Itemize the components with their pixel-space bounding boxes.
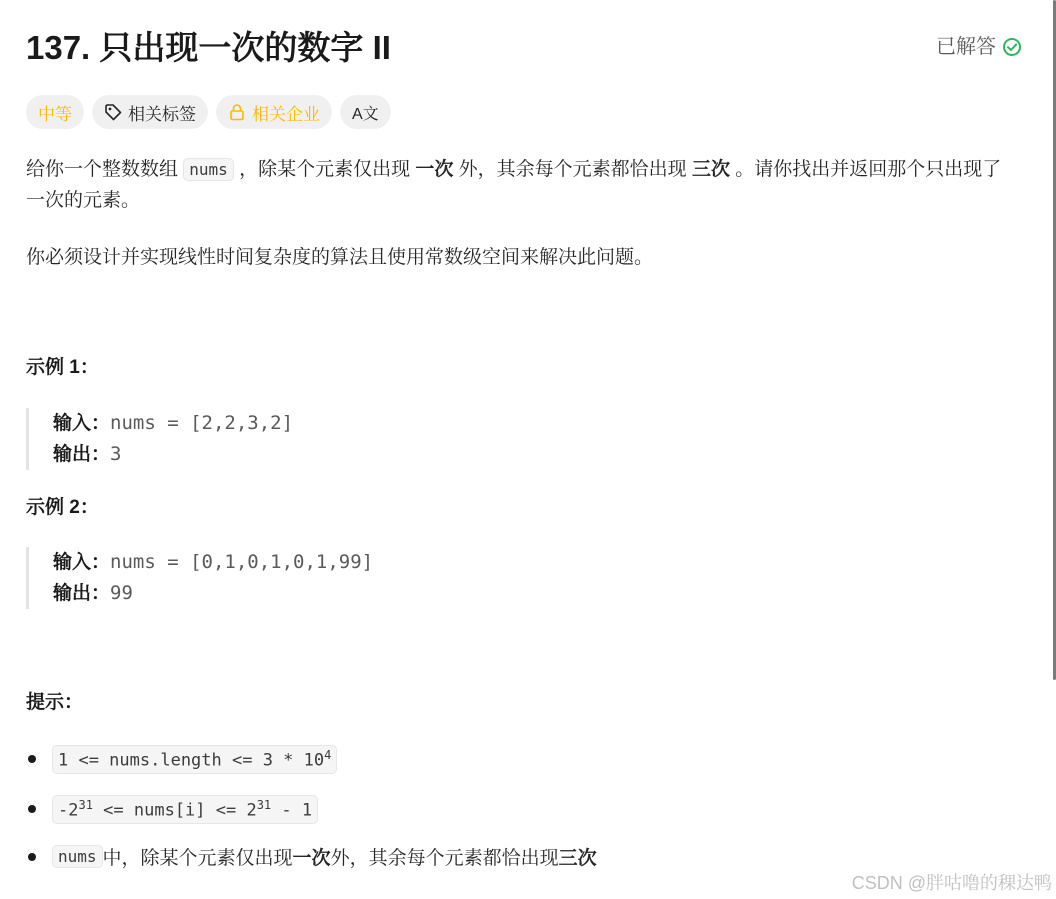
code-text: - 1 [271,800,313,821]
tag-bar [26,95,391,129]
constraint-item [26,795,318,824]
solved-status [936,34,1022,60]
output-value: 99 [110,582,133,604]
related-tags-button[interactable] [92,95,208,129]
related-companies-label: 相关企业 [252,104,320,124]
emphasis-text: 三次 [691,159,730,180]
input-value: nums = [0,1,0,1,0,1,99] [110,551,374,573]
input-label: 输入： [53,552,111,573]
title-row [26,26,1030,70]
description-paragraph-1 [26,154,1016,216]
related-tags-label: 相关标签 [128,104,196,124]
example-1-heading: 示例 1： [26,357,99,378]
description-paragraph-2: 你必须设计并实现线性时间复杂度的算法且使用常数级空间来解决此问题。 [26,247,654,268]
code-text: <= nums[i] <= 2 [92,800,257,821]
example-1-output-row [53,439,293,470]
exponent: 4 [324,748,332,762]
input-label: 输入： [53,413,111,434]
bullet-dot [28,853,36,861]
example-1-input-row [53,408,293,439]
tag-icon [104,103,122,121]
emphasis-text: 一次 [415,159,454,180]
output-label: 输出： [53,583,111,604]
exponent: 31 [256,798,272,812]
example-2-heading: 示例 2： [26,497,99,518]
description-text: ，除某个元素仅出现 [233,159,416,180]
difficulty-label: 中等 [38,104,72,124]
example-1-block [26,408,293,470]
output-label: 输出： [53,444,111,465]
example-2-block [26,547,373,609]
page-title: 137. 只出现一次的数字 II [26,29,391,66]
translate-icon: A文 [352,105,379,123]
related-companies-button[interactable] [216,95,332,129]
solved-label: 已解答 [936,36,996,58]
example-2-input-row [53,547,373,578]
constraints-heading: 提示： [26,692,84,713]
input-value: nums = [2,2,3,2] [110,412,294,434]
lock-icon [228,103,246,121]
bullet-dot [28,755,36,763]
difficulty-tag[interactable] [26,95,84,129]
exponent: 31 [78,798,93,812]
description-text: 。请你找出并返回那个只出现了一次的元素。 [26,159,1002,211]
check-circle-icon [1002,37,1022,57]
constraint-text: 中，除某个元素仅出现 [102,848,293,869]
example-2-output-row [53,578,373,609]
description-text: 给你一个整数数组 [26,159,184,180]
constraint-code [52,795,318,824]
watermark: CSDN @胖咕噜的稞达鸭 [851,873,1052,893]
code-text: 1 <= nums.length <= 3 * 10 [58,750,325,771]
constraint-item [26,843,597,870]
constraint-code [52,745,337,774]
inline-code: nums [183,158,234,181]
description-text: 外，其余每个元素都恰出现 [453,159,692,180]
constraint-text: 外，其余每个元素都恰出现 [330,848,559,869]
output-value: 3 [110,443,122,465]
inline-code: nums [52,845,103,868]
emphasis-text: 一次 [292,848,331,869]
bullet-dot [28,805,36,813]
code-text: -2 [58,800,79,821]
translate-button[interactable] [340,95,391,129]
constraint-item [26,745,337,774]
emphasis-text: 三次 [558,848,597,869]
